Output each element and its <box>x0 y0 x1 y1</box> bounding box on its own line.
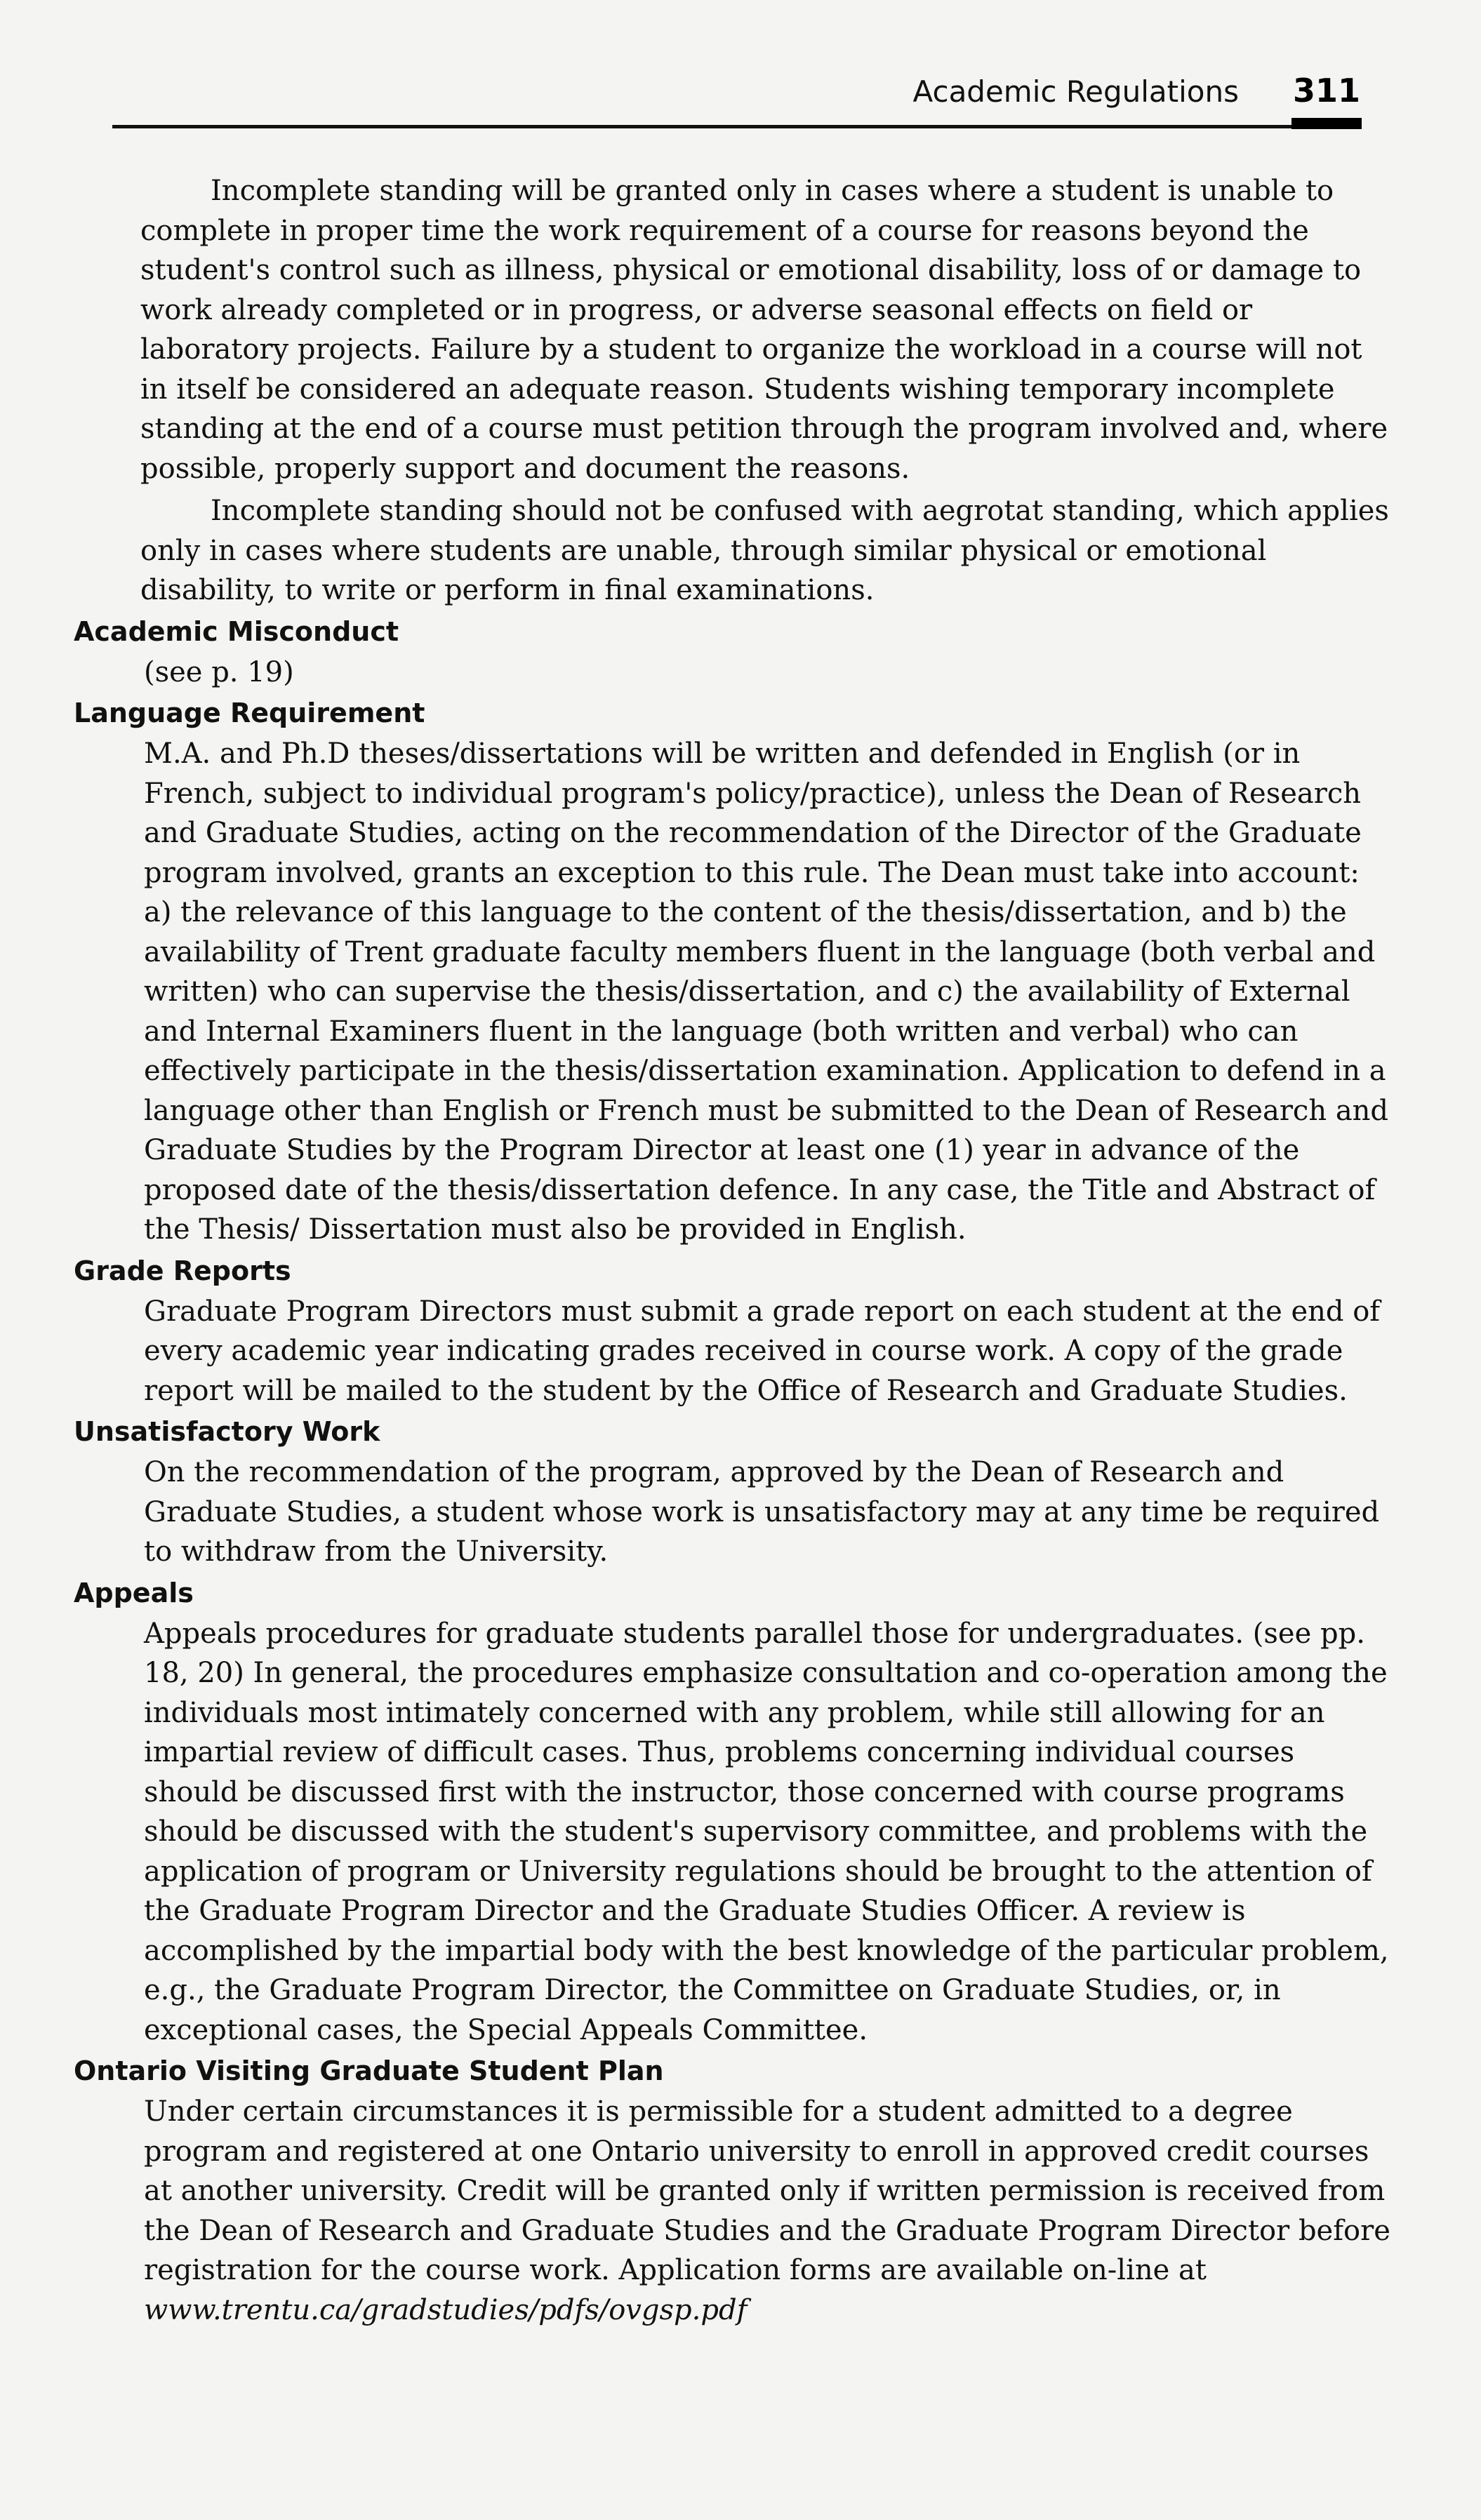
section-heading-language-requirement: Language Requirement <box>74 698 425 728</box>
section-heading-academic-misconduct: Academic Misconduct <box>74 615 399 647</box>
incomplete-standing-paragraph: Incomplete standing will be granted only in cases where a student is unable to complete in proper time the work requirement of a course for reasons beyond the student's control such as illness, physical or emotional disability, loss of or damage to work already completed or in progress, or adverse seasonal effects on field or laboratory projects. Failure by a student to organize the workload in a course will not in itself be considered an adequate reason. Students wishing temporary incomplete standing at the end of a course must petition through the program involved and, where possible, properly support and document the reasons. <box>140 175 1388 485</box>
section-heading-unsatisfactory-work: Unsatisfactory Work <box>74 1416 380 1447</box>
academic-misconduct-text: (see p. 19) <box>144 655 294 688</box>
section-heading-ontario-visiting-plan: Ontario Visiting Graduate Student Plan <box>74 2055 664 2086</box>
aegrotat-paragraph: Incomplete standing should not be confused with aegrotat standing, which applies only in cases where students are unable, through similar physical or emotional disability, to write or perform in final examinations. <box>140 495 1389 606</box>
running-header <box>0 70 1376 126</box>
page-content <box>74 171 1393 2330</box>
unsatisfactory-work-text: On the recommendation of the program, approved by the Dean of Research and Graduate Studies, a student whose work is unsatisfactory may at any time be required to withdraw from the University. <box>144 1456 1380 1568</box>
page-number: 311 <box>1292 72 1360 109</box>
grade-reports-text: Graduate Program Directors must submit a grade report on each student at the end of every academic year indicating grades received in course work. A copy of the grade report will be mailed to the student by the Office of Research and Graduate Studies. <box>144 1295 1381 1407</box>
header-tab-mark <box>1291 118 1362 129</box>
language-requirement-text: M.A. and Ph.D theses/dissertations will be written and defended in English (or in French, subject to individual program's policy/practice), unless the Dean of Research and Graduate Studies, acting on the recommendation of the Director of the Graduate program involved, grants an exception to this rule. The Dean must take into account: a) the relevance of this language to the content of the thesis/dissertation, and b) the availability of Trent graduate faculty members fluent in the language (both verbal and written) who can supervise the thesis/dissertation, and c) the availability of External and Internal Examiners fluent in the language (both written and verbal) who can effectively participate in the thesis/dissertation examination. Application to defend in a language other than English or French must be submitted to the Dean of Research and Graduate Studies by the Program Director at least one (1) year in advance of the proposed date of the thesis/dissertation defence. In any case, the Title and Abstract of the Thesis/ Dissertation must also be provided in English. <box>144 738 1389 1246</box>
header-rule <box>112 125 1362 128</box>
running-header-title: Academic Regulations <box>912 74 1239 109</box>
section-heading-grade-reports: Grade Reports <box>74 1255 291 1286</box>
appeals-text: Appeals procedures for graduate students parallel those for undergraduates. (see pp. 18, 20) In general, the procedures emphasize consultation and co-operation among the individuals most intimately concerned with any problem, while still allowing for an impartial review of difficult cases. Thus, problems concerning individual courses should be discussed first with the instructor, those concerned with course programs should be discussed with the student's supervisory committee, and problems with the application of program or University regulations should be brought to the attention of the Graduate Program Director and the Graduate Studies Officer. A review is accomplished by the impartial body with the best knowledge of the particular problem, e.g., the Graduate Program Director, the Committee on Graduate Studies, or, in exceptional cases, the Special Appeals Committee. <box>144 1617 1389 2046</box>
ontario-visiting-plan-body: Under certain circumstances it is permissible for a student admitted to a degree program and registered at one Ontario university to enroll in approved credit courses at another university. Credit will be granted only if written permission is received from the Dean of Research and Graduate Studies and the Graduate Program Director before registration for the course work. Application forms are available on-line at <box>144 2095 1390 2286</box>
ovgsp-form-link[interactable]: www.trentu.ca/gradstudies/pdfs/ovgsp.pdf <box>144 2293 748 2326</box>
section-heading-appeals: Appeals <box>74 1577 194 1608</box>
ontario-visiting-plan-text <box>74 2092 1393 2330</box>
